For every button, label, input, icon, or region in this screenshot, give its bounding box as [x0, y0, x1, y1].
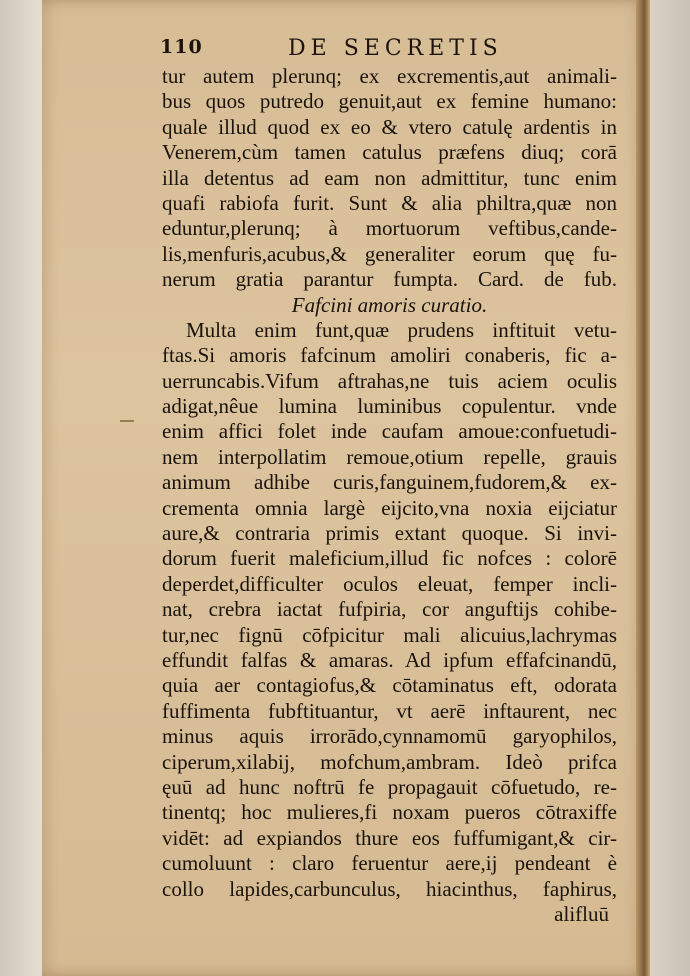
text-line: tinentq; hoc mulieres,fi noxam pueros cōtraxiffe — [162, 800, 617, 825]
text-line: bus quos putredo genuit,aut ex femine humano: — [162, 89, 617, 114]
text-line: lis,menfuris,acubus,& generaliter eorum quę fu- — [162, 241, 617, 266]
page-edge-shadow — [636, 0, 650, 976]
text-line: deperdet,difficulter oculos eleuat, femper incli- — [162, 571, 617, 596]
margin-mark — [120, 420, 134, 422]
page-header — [160, 36, 600, 66]
body-text — [162, 64, 617, 927]
text-line: dorum fuerit maleficium,illud fic nofces : colorē — [162, 546, 617, 571]
page-number: 110 — [160, 36, 203, 58]
text-line: uerruncabis.Vifum aftrahas,ne tuis aciem oculis — [162, 368, 617, 393]
text-line: quia aer contagiofus,& cōtaminatus eft, odorata — [162, 673, 617, 698]
text-line: fuffimenta fubftituantur, vt aerē inftaurent, nec — [162, 698, 617, 723]
text-line: nem interpollatim remoue,otium repelle, grauis — [162, 444, 617, 469]
text-line: ftas.Si amoris fafcinum amoliri conaberis, fic a- — [162, 343, 617, 368]
text-line: Venerem,cùm tamen catulus præfens diuq; corā — [162, 140, 617, 165]
text-line: nat, crebra iactat fufpiria, cor anguftijs cohibe- — [162, 597, 617, 622]
running-title: DE SECRETIS — [288, 36, 503, 61]
text-line: enim affici folet inde caufam amoue:confuetudi- — [162, 419, 617, 444]
text-line: tur,nec fignū cōfpicitur mali alicuius,lachrymas — [162, 622, 617, 647]
text-line: collo lapides,carbunculus, hiacinthus, faphirus, — [162, 876, 617, 901]
text-line: effundit falfas & amaras. Ad ipfum effafcinandū, — [162, 647, 617, 672]
text-line: cumoluunt : claro feruentur aere,ij pendeant è — [162, 851, 617, 876]
text-line: quafi rabiofa furit. Sunt & alia philtra,quæ non — [162, 190, 617, 215]
text-line: minus aquis irrorādo,cynnamomū garyophilos, — [162, 724, 617, 749]
text-line: vidēt: ad expiandos thure eos fuffumigant,& cir- — [162, 825, 617, 850]
text-line: aure,& contraria primis extant quoque. Si invi- — [162, 521, 617, 546]
text-line: crementa omnia largè eijcito,vna noxia eijciatur — [162, 495, 617, 520]
text-line: eduntur,plerunq; à mortuorum veftibus,cande- — [162, 216, 617, 241]
text-line: ciperum,xilabij, mofchum,ambram. Ideò prifca — [162, 749, 617, 774]
section-heading: Fafcini amoris curatio. — [291, 292, 488, 317]
text-line: tur autem plerunq; ex excrementis,aut animali- — [162, 64, 617, 88]
text-line: illa detentus ad eam non admittitur, tunc enim — [162, 165, 617, 190]
text-line: nerum gratia parantur fumpta. Card. de fub. — [162, 267, 617, 292]
catchword: alifluū — [554, 901, 609, 926]
text-line: quale illud quod ex eo & vtero catulę ardentis in — [162, 114, 617, 139]
text-line: animum adhibe curis,fanguinem,fudorem,& ex- — [162, 470, 617, 495]
text-line: Multa enim funt,quæ prudens inftituit vetu- — [186, 317, 617, 342]
text-line: adigat,nêue lumina luminibus copulentur. vnde — [162, 394, 617, 419]
text-line: ęuū ad hunc noftrū fe propagauit cōfuetudo, re- — [162, 774, 617, 799]
